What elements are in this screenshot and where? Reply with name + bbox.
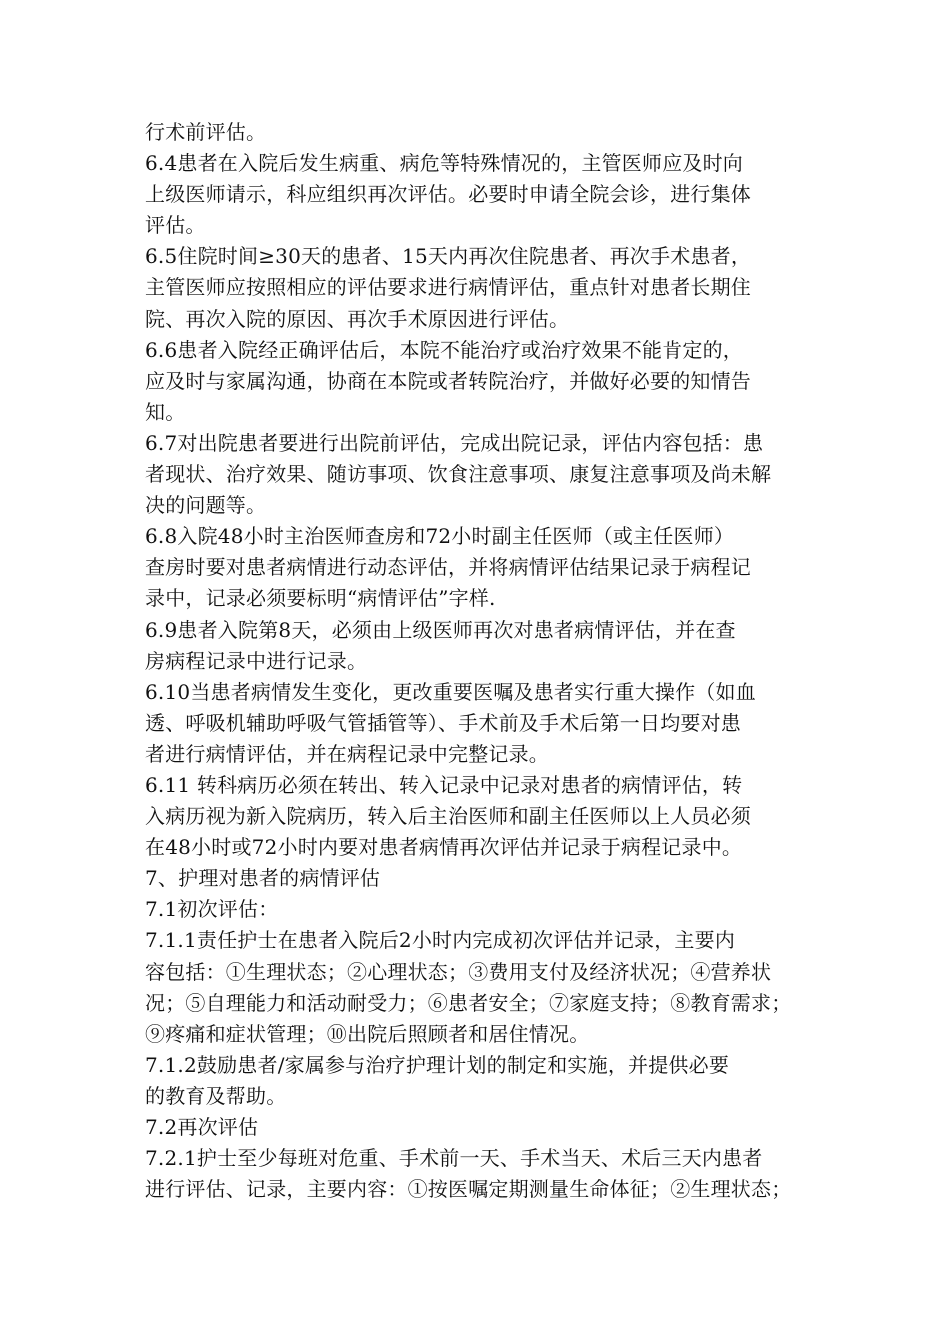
text-line: 应及时与家属沟通，协商在本院或者转院治疗，并做好必要的知情告 (145, 368, 751, 393)
text-line: 决的问题等。 (145, 493, 267, 518)
text-line: 知。 (145, 399, 186, 424)
text-line: 况；⑤自理能力和活动耐受力；⑥患者安全；⑦家庭支持；⑧教育需求； (145, 990, 792, 1015)
text-line: 6.5住院时间≥30天的患者、15天内再次住院患者、再次手术患者， (145, 244, 752, 269)
text-line: 上级医师请示，科应组织再次评估。必要时申请全院会诊，进行集体 (145, 182, 751, 207)
text-line: 者进行病情评估，并在病程记录中完整记录。 (145, 741, 549, 766)
text-line: 透、呼吸机辅助呼吸气管插管等）、手术前及手术后第一日均要对患 (145, 710, 741, 735)
text-line: 院、再次入院的原因、再次手术原因进行评估。 (145, 306, 570, 331)
text-line: 6.8入院48小时主治医师查房和72小时副主任医师（或主任医师） (145, 524, 735, 549)
text-line: 房病程记录中进行记录。 (145, 648, 368, 673)
text-line: 入病历视为新入院病历，转入后主治医师和副主任医师以上人员必须 (145, 804, 751, 829)
text-line: 在48小时或72小时内要对患者病情再次评估并记录于病程记录中。 (145, 835, 743, 860)
text-line: 6.6患者入院经正确评估后，本院不能治疗或治疗效果不能肯定的， (145, 337, 744, 362)
text-line: 6.9患者入院第8天，必须由上级医师再次对患者病情评估，并在查 (145, 617, 736, 642)
text-line: 7.1初次评估： (145, 897, 279, 922)
text-line: 6.7对出院患者要进行出院前评估，完成出院记录，评估内容包括：患 (145, 430, 764, 455)
text-line: 录中，记录必须要标明“病情评估”字样. (145, 586, 496, 611)
text-line: 评估。 (145, 213, 206, 238)
text-line: 7.1.2鼓励患者/家属参与治疗护理计划的制定和实施，并提供必要 (145, 1052, 730, 1077)
document-body (145, 117, 821, 1205)
text-line: 7.1.1责任护士在患者入院后2小时内完成初次评估并记录，主要内 (145, 928, 736, 953)
text-line: 进行评估、记录，主要内容：①按医嘱定期测量生命体征；②生理状态； (145, 1177, 792, 1202)
text-line: 7.2.1护士至少每班对危重、手术前一天、手术当天、术后三天内患者 (145, 1146, 763, 1171)
text-line: 6.11 转科病历必须在转出、转入记录中记录对患者的病情评估，转 (145, 772, 743, 797)
text-line: ⑨疼痛和症状管理；⑩出院后照顾者和居住情况。 (145, 1021, 590, 1046)
text-line: 6.4患者在入院后发生病重、病危等特殊情况的，主管医师应及时向 (145, 151, 744, 176)
text-line: 查房时要对患者病情进行动态评估，并将病情评估结果记录于病程记 (145, 555, 751, 580)
text-line: 6.10当患者病情发生变化，更改重要医嘱及患者实行重大操作（如血 (145, 679, 756, 704)
text-line: 的教育及帮助。 (145, 1083, 287, 1108)
section-heading: 7、护理对患者的病情评估 (145, 866, 381, 891)
text-line: 主管医师应按照相应的评估要求进行病情评估，重点针对患者长期住 (145, 275, 751, 300)
text-line: 者现状、治疗效果、随访事项、饮食注意事项、康复注意事项及尚未解 (145, 462, 772, 487)
text-line: 容包括：①生理状态；②心理状态；③费用支付及经济状况；④营养状 (145, 959, 772, 984)
text-line: 7.2再次评估 (145, 1115, 259, 1139)
text-line: 行术前评估。 (145, 120, 267, 144)
